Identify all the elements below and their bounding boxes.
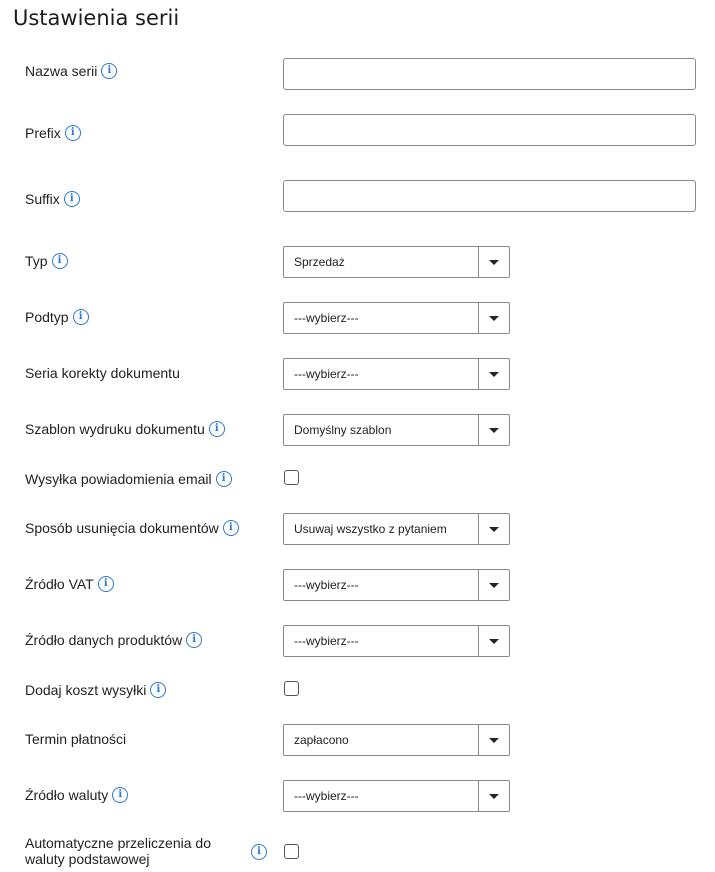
typ-select[interactable] [283, 246, 510, 278]
caret-down-icon [489, 428, 499, 433]
zrodlo-produktow-label: Źródło danych produktów i [25, 632, 202, 648]
sposob-usuniecia-select[interactable] [283, 513, 510, 545]
info-icon[interactable]: i [209, 421, 225, 437]
podtyp-label: Podtyp i [25, 309, 89, 325]
prefix-label: Prefix i [25, 125, 81, 141]
szablon-select[interactable] [283, 414, 510, 446]
caret-down-icon [489, 639, 499, 644]
caret-down-icon [489, 372, 499, 377]
sposob-usuniecia-label: Sposób usunięcia dokumentów i [25, 520, 239, 536]
szablon-dropdown-button[interactable] [478, 415, 509, 445]
info-icon[interactable]: i [64, 191, 80, 207]
caret-down-icon [489, 316, 499, 321]
page-title: Ustawienia serii [13, 6, 180, 30]
info-icon[interactable]: i [186, 632, 202, 648]
suffix-label: Suffix i [25, 191, 80, 207]
typ-label: Typ i [25, 253, 68, 269]
zrodlo-waluty-dropdown-button[interactable] [478, 781, 509, 811]
zrodlo-vat-dropdown-button[interactable] [478, 570, 509, 600]
info-icon[interactable]: i [223, 520, 239, 536]
info-icon[interactable]: i [216, 471, 232, 487]
prefix-input[interactable] [283, 114, 696, 146]
info-icon[interactable]: i [251, 844, 267, 860]
info-icon[interactable]: i [101, 63, 117, 79]
typ-dropdown-button[interactable] [478, 247, 509, 277]
caret-down-icon [489, 527, 499, 532]
sposob-usuniecia-dropdown-button[interactable] [478, 514, 509, 544]
szablon-selected-value: Domyślny szablon [294, 423, 392, 437]
info-icon[interactable]: i [52, 253, 68, 269]
koszt-wysylki-checkbox[interactable] [284, 681, 299, 696]
typ-selected-value: Sprzedaż [294, 255, 345, 269]
nazwa-serii-label: Nazwa serii i [25, 63, 117, 79]
zrodlo-vat-label: Źródło VAT i [25, 576, 114, 592]
caret-down-icon [489, 738, 499, 743]
szablon-label: Szablon wydruku dokumentu i [25, 421, 225, 437]
seria-korekty-selected-value: ---wybierz--- [294, 367, 359, 381]
zrodlo-produktow-selected-value: ---wybierz--- [294, 634, 359, 648]
podtyp-dropdown-button[interactable] [478, 303, 509, 333]
sposob-usuniecia-selected-value: Usuwaj wszystko z pytaniem [294, 522, 447, 536]
zrodlo-vat-select[interactable] [283, 569, 510, 601]
info-icon[interactable]: i [112, 787, 128, 803]
seria-korekty-label: Seria korekty dokumentu [25, 365, 180, 381]
seria-korekty-select[interactable] [283, 358, 510, 390]
nazwa-serii-input[interactable] [283, 58, 696, 90]
wysylka-email-label: Wysyłka powiadomienia email i [25, 471, 232, 487]
suffix-input[interactable] [283, 180, 696, 212]
seria-korekty-dropdown-button[interactable] [478, 359, 509, 389]
podtyp-selected-value: ---wybierz--- [294, 311, 359, 325]
zrodlo-waluty-select[interactable] [283, 780, 510, 812]
przeliczenia-checkbox[interactable] [284, 844, 299, 859]
caret-down-icon [489, 583, 499, 588]
podtyp-select[interactable] [283, 302, 510, 334]
koszt-wysylki-label: Dodaj koszt wysyłki i [25, 682, 166, 698]
info-icon[interactable]: i [98, 576, 114, 592]
caret-down-icon [489, 794, 499, 799]
termin-platnosci-dropdown-button[interactable] [478, 725, 509, 755]
wysylka-email-checkbox[interactable] [284, 470, 299, 485]
info-icon[interactable]: i [150, 682, 166, 698]
zrodlo-produktow-dropdown-button[interactable] [478, 626, 509, 656]
termin-platnosci-select[interactable] [283, 724, 510, 756]
info-icon[interactable]: i [65, 125, 81, 141]
zrodlo-waluty-label: Źródło waluty i [25, 787, 128, 803]
zrodlo-waluty-selected-value: ---wybierz--- [294, 789, 359, 803]
info-icon[interactable]: i [73, 309, 89, 325]
termin-platnosci-label: Termin płatności [25, 731, 127, 747]
zrodlo-vat-selected-value: ---wybierz--- [294, 578, 359, 592]
zrodlo-produktow-select[interactable] [283, 625, 510, 657]
termin-platnosci-selected-value: zapłacono [294, 733, 349, 747]
caret-down-icon [489, 260, 499, 265]
przeliczenia-label: Automatyczne przeliczenia do waluty podstawowej [25, 835, 211, 867]
